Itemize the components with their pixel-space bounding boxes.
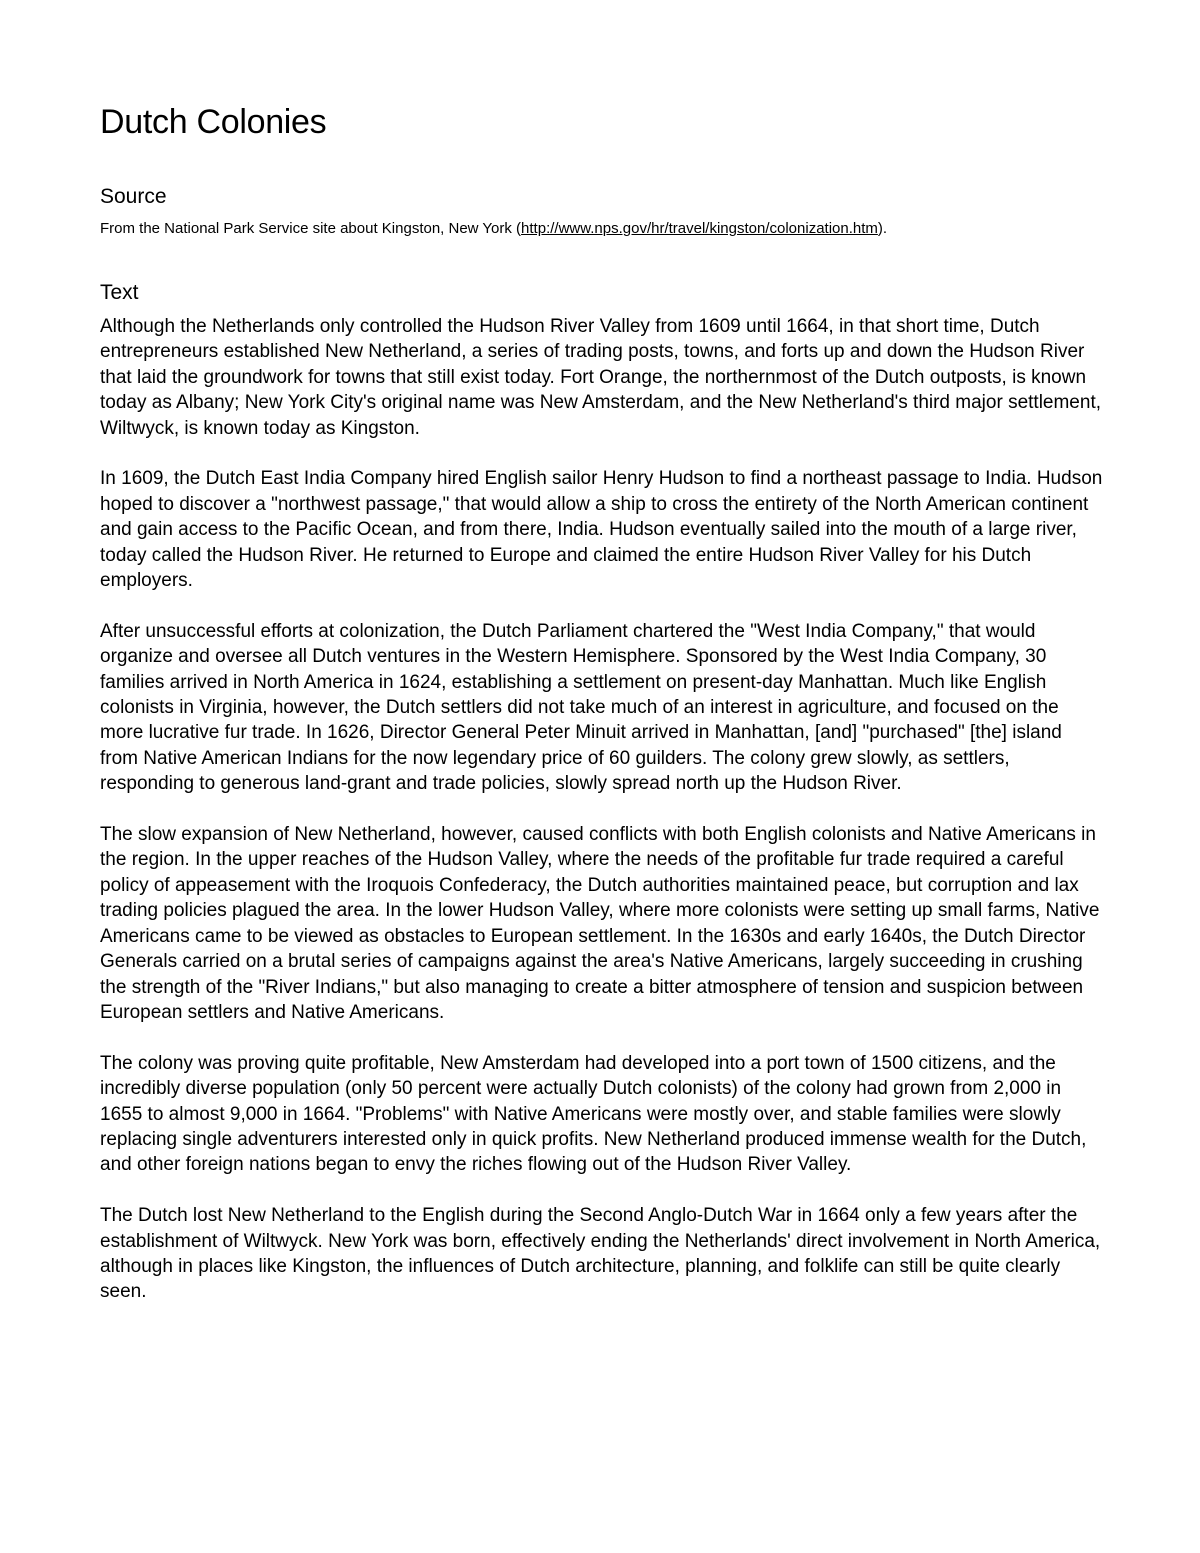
paragraph-6: The Dutch lost New Netherland to the English during the Second Anglo-Dutch War in 1664 only a few years after the establishment of Wiltwyck. New York was born, effectively ending the Netherlands' direct involvement in North America, although in places like Kingston, the influences of Dutch architecture, planning, and folklife can still be quite clearly seen.	[100, 1205, 1101, 1303]
source-link[interactable]: http://www.nps.gov/hr/travel/kingston/colonization.htm	[521, 220, 878, 237]
document-title: Dutch Colonies	[100, 103, 327, 141]
source-suffix: ).	[877, 220, 888, 237]
paragraph-1: Although the Netherlands only controlled the Hudson River Valley from 1609 until 1664, in that short time, Dutch entrepreneurs established New Netherland, a series of trading posts, towns, and forts up and down the Hudson River that laid the groundwork for towns that still exist today. Fort Orange, the northernmost of the Dutch outposts, is known today as Albany; New York City's original name was New Amsterdam, and the New Netherland's third major settlement, Wiltwyck, is known today as Kingston.	[100, 316, 1101, 439]
text-heading: Text	[100, 281, 139, 304]
document-page	[100, 96, 1105, 1330]
source-citation	[100, 218, 1105, 240]
source-prefix: From the National Park Service site about Kingston, New York (	[100, 220, 522, 237]
body-text	[100, 314, 1105, 1305]
paragraph-3: After unsuccessful efforts at colonization, the Dutch Parliament chartered the "West India Company," that would organize and oversee all Dutch ventures in the Western Hemisphere. Sponsored by the West India Company, 30 families arrived in North America in 1624, establishing a settlement on present-day Manhattan. Much like English colonists in Virginia, however, the Dutch settlers did not take much of an interest in agriculture, and focused on the more lucrative fur trade. In 1626, Director General Peter Minuit arrived in Manhattan, [and] "purchased" [the] island from Native American Indians for the now legendary price of 60 guilders. The colony grew slowly, as settlers, responding to generous land-grant and trade policies, slowly spread north up the Hudson River.	[100, 620, 1062, 795]
paragraph-4: The slow expansion of New Netherland, however, caused conflicts with both English colonists and Native Americans in the region. In the upper reaches of the Hudson Valley, where the needs of the profitable fur trade required a careful policy of appeasement with the Iroquois Confederacy, the Dutch authorities maintained peace, but corruption and lax trading policies plagued the area. In the lower Hudson Valley, where more colonists were setting up small farms, Native Americans came to be viewed as obstacles to European settlement. In the 1630s and early 1640s, the Dutch Director Generals carried on a brutal series of campaigns against the area's Native Americans, largely succeeding in crushing the strength of the "River Indians," but also managing to create a bitter atmosphere of tension and suspicion between European settlers and Native Americans.	[100, 824, 1100, 1023]
paragraph-2: In 1609, the Dutch East India Company hired English sailor Henry Hudson to find a northeast passage to India. Hudson hoped to discover a "northwest passage," that would allow a ship to cross the entirety of the North American continent and gain access to the Pacific Ocean, and from there, India. Hudson eventually sailed into the mouth of a large river, today called the Hudson River. He returned to Europe and claimed the entire Hudson River Valley for his Dutch employers.	[100, 468, 1103, 592]
paragraph-5: The colony was proving quite profitable, New Amsterdam had developed into a port town of 1500 citizens, and the incredibly diverse population (only 50 percent were actually Dutch colonists) of the colony had grown from 2,000 in 1655 to almost 9,000 in 1664. "Problems" with Native Americans were mostly over, and stable families were slowly replacing single adventurers interested only in quick profits. New Netherland produced immense wealth for the Dutch, and other foreign nations began to envy the riches flowing out of the Hudson River Valley.	[100, 1052, 1087, 1176]
source-heading: Source	[100, 185, 167, 208]
